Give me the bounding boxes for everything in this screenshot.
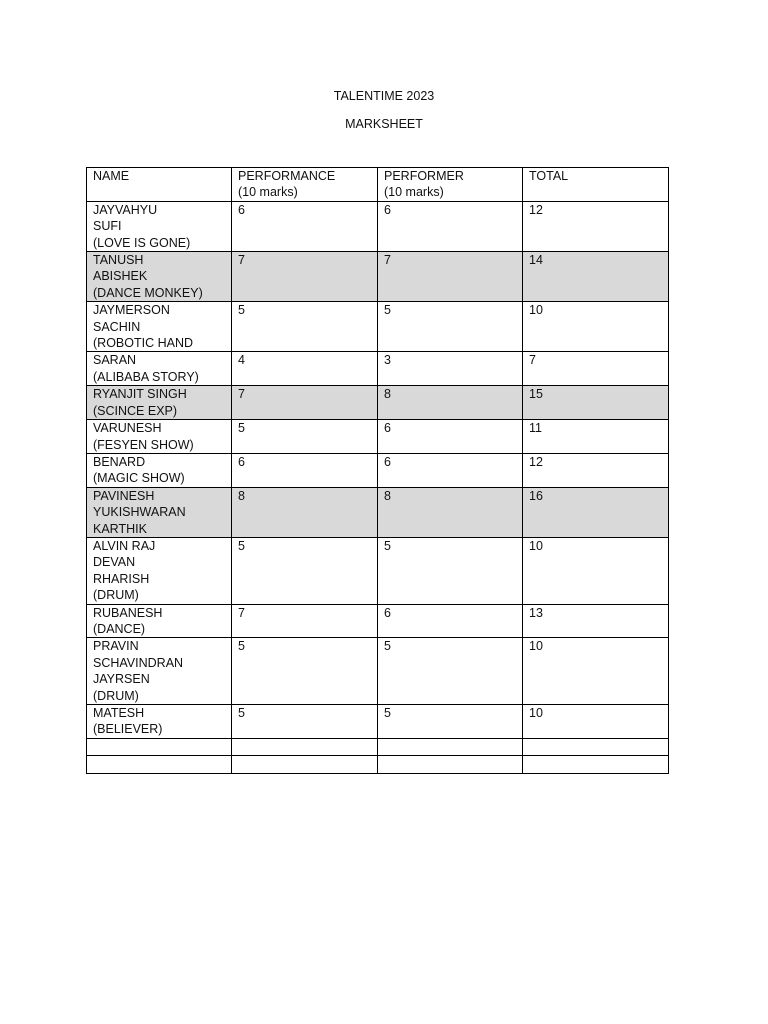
performer-cell [378, 638, 523, 705]
name-line: DEVAN [93, 555, 136, 570]
performance-cell [232, 453, 378, 487]
performer-cell [378, 705, 523, 739]
total-cell [523, 302, 669, 352]
name-line: (BELIEVER) [93, 722, 163, 737]
performer-value: 6 [384, 202, 391, 217]
performance-cell [232, 738, 378, 755]
total-value: 11 [529, 421, 542, 436]
table-row [87, 638, 669, 705]
performance-cell [232, 756, 378, 773]
name-line: RYANJIT SINGH [93, 387, 187, 402]
header-cell-performer [378, 168, 523, 202]
table-row [87, 201, 669, 251]
name-line: JAYRSEN [93, 672, 150, 687]
performance-value: 7 [238, 253, 245, 268]
total-cell [523, 604, 669, 638]
performer-value: 7 [384, 253, 391, 268]
total-cell [523, 638, 669, 705]
performance-cell [232, 420, 378, 454]
name-line: MATESH [93, 706, 145, 720]
name-cell [87, 201, 232, 251]
header-cell-name [87, 168, 232, 202]
performance-cell [232, 537, 378, 604]
performance-value: 5 [238, 706, 245, 720]
name-cell [87, 756, 232, 773]
name-line: SUFI [93, 219, 122, 234]
name-line: (DANCE) [93, 621, 146, 636]
performer-cell [378, 487, 523, 537]
performance-value: 5 [238, 538, 245, 553]
performance-cell [232, 252, 378, 302]
name-cell [87, 604, 232, 638]
name-line: (LOVE IS GONE) [93, 235, 191, 250]
performance-value: 6 [238, 202, 245, 217]
table-row [87, 386, 669, 420]
name-line: SARAN [93, 353, 137, 368]
performer-value: 5 [384, 303, 391, 318]
table-row [87, 537, 669, 604]
name-line: JAYVAHYU [93, 202, 158, 217]
marksheet-body [87, 168, 669, 774]
performer-cell [378, 201, 523, 251]
name-line: YUKISHWARAN [93, 505, 186, 520]
name-line: TANUSH [93, 253, 144, 268]
name-cell [87, 420, 232, 454]
performer-cell [378, 604, 523, 638]
performance-cell [232, 352, 378, 386]
total-cell [523, 705, 669, 739]
performer-cell [378, 352, 523, 386]
name-line: (ALIBABA STORY) [93, 369, 199, 384]
total-value: 10 [529, 706, 543, 720]
performance-cell [232, 201, 378, 251]
name-line: BENARD [93, 454, 146, 469]
total-value: 7 [529, 353, 536, 368]
name-cell [87, 738, 232, 755]
performer-value: 6 [384, 421, 391, 436]
performer-value: 5 [384, 538, 391, 553]
name-line: PAVINESH [93, 488, 155, 503]
header-performer-label: PERFORMER [384, 169, 464, 183]
total-cell [523, 487, 669, 537]
name-cell [87, 487, 232, 537]
name-line: ALVIN RAJ [93, 538, 156, 553]
header-performance-label: PERFORMANCE [238, 169, 336, 183]
total-value: 10 [529, 538, 543, 553]
total-value: 12 [529, 454, 543, 469]
header-cell-total [523, 168, 669, 202]
name-line: SACHIN [93, 319, 141, 334]
name-cell [87, 386, 232, 420]
total-value: 13 [529, 605, 543, 620]
total-cell [523, 738, 669, 755]
name-line: PRAVIN [93, 639, 139, 654]
table-row [87, 604, 669, 638]
table-row [87, 705, 669, 739]
performance-value: 5 [238, 303, 245, 318]
total-value: 16 [529, 488, 543, 503]
total-value: 10 [529, 303, 543, 318]
performer-cell [378, 386, 523, 420]
name-line: (ROBOTIC HAND [93, 336, 193, 351]
total-cell [523, 537, 669, 604]
total-value: 10 [529, 639, 543, 654]
header-cell-performance [232, 168, 378, 202]
table-row [87, 352, 669, 386]
name-cell [87, 705, 232, 739]
name-line: RHARISH [93, 571, 150, 586]
name-line: (DANCE MONKEY) [93, 285, 203, 300]
total-cell [523, 420, 669, 454]
name-line: JAYMERSON [93, 303, 170, 318]
performer-value: 3 [384, 353, 391, 368]
performer-value: 6 [384, 605, 391, 620]
total-value: 15 [529, 387, 543, 402]
table-row [87, 252, 669, 302]
header-performance-marks: (10 marks) [238, 185, 298, 200]
performer-cell [378, 302, 523, 352]
total-cell [523, 252, 669, 302]
document-subtitle: MARKSHEET [345, 117, 423, 131]
marksheet-table [86, 167, 669, 774]
performer-cell [378, 252, 523, 302]
performance-value: 8 [238, 488, 245, 503]
performer-value: 8 [384, 488, 391, 503]
total-cell [523, 201, 669, 251]
name-line: (DRUM) [93, 588, 139, 603]
name-line: ABISHEK [93, 269, 148, 284]
name-line: (MAGIC SHOW) [93, 471, 185, 486]
total-cell [523, 352, 669, 386]
total-value: 12 [529, 202, 543, 217]
table-row [87, 487, 669, 537]
header-name-label: NAME [93, 169, 130, 183]
name-line: KARTHIK [93, 521, 147, 536]
performer-value: 8 [384, 387, 391, 402]
total-cell [523, 756, 669, 773]
name-line: VARUNESH [93, 421, 162, 436]
total-cell [523, 453, 669, 487]
table-row [87, 756, 669, 773]
performance-value: 6 [238, 454, 245, 469]
name-line: (FESYEN SHOW) [93, 437, 194, 452]
performer-value: 5 [384, 639, 391, 654]
performer-cell [378, 756, 523, 773]
performer-value: 5 [384, 706, 391, 720]
performer-value: 6 [384, 454, 391, 469]
performance-value: 7 [238, 605, 245, 620]
name-line: RUBANESH [93, 605, 163, 620]
name-line: SCHAVINDRAN [93, 655, 184, 670]
total-value: 14 [529, 253, 543, 268]
performance-cell [232, 487, 378, 537]
name-cell [87, 302, 232, 352]
performer-cell [378, 420, 523, 454]
performance-value: 7 [238, 387, 245, 402]
performer-cell [378, 537, 523, 604]
performance-cell [232, 705, 378, 739]
table-row [87, 302, 669, 352]
performer-cell [378, 738, 523, 755]
name-cell [87, 352, 232, 386]
performance-value: 5 [238, 421, 245, 436]
name-cell [87, 638, 232, 705]
total-cell [523, 386, 669, 420]
name-cell [87, 537, 232, 604]
name-line: (DRUM) [93, 688, 139, 703]
name-cell [87, 252, 232, 302]
name-cell [87, 453, 232, 487]
performance-cell [232, 638, 378, 705]
performance-value: 5 [238, 639, 245, 654]
performance-cell [232, 604, 378, 638]
header-performer-marks: (10 marks) [384, 185, 444, 200]
name-line: (SCINCE EXP) [93, 403, 178, 418]
table-row [87, 420, 669, 454]
document-title: TALENTIME 2023 [333, 89, 435, 103]
performance-cell [232, 386, 378, 420]
header-row [87, 168, 669, 202]
header-total-label: TOTAL [529, 169, 569, 183]
performer-cell [378, 453, 523, 487]
table-row [87, 738, 669, 755]
table-row [87, 453, 669, 487]
performance-value: 4 [238, 353, 245, 368]
performance-cell [232, 302, 378, 352]
